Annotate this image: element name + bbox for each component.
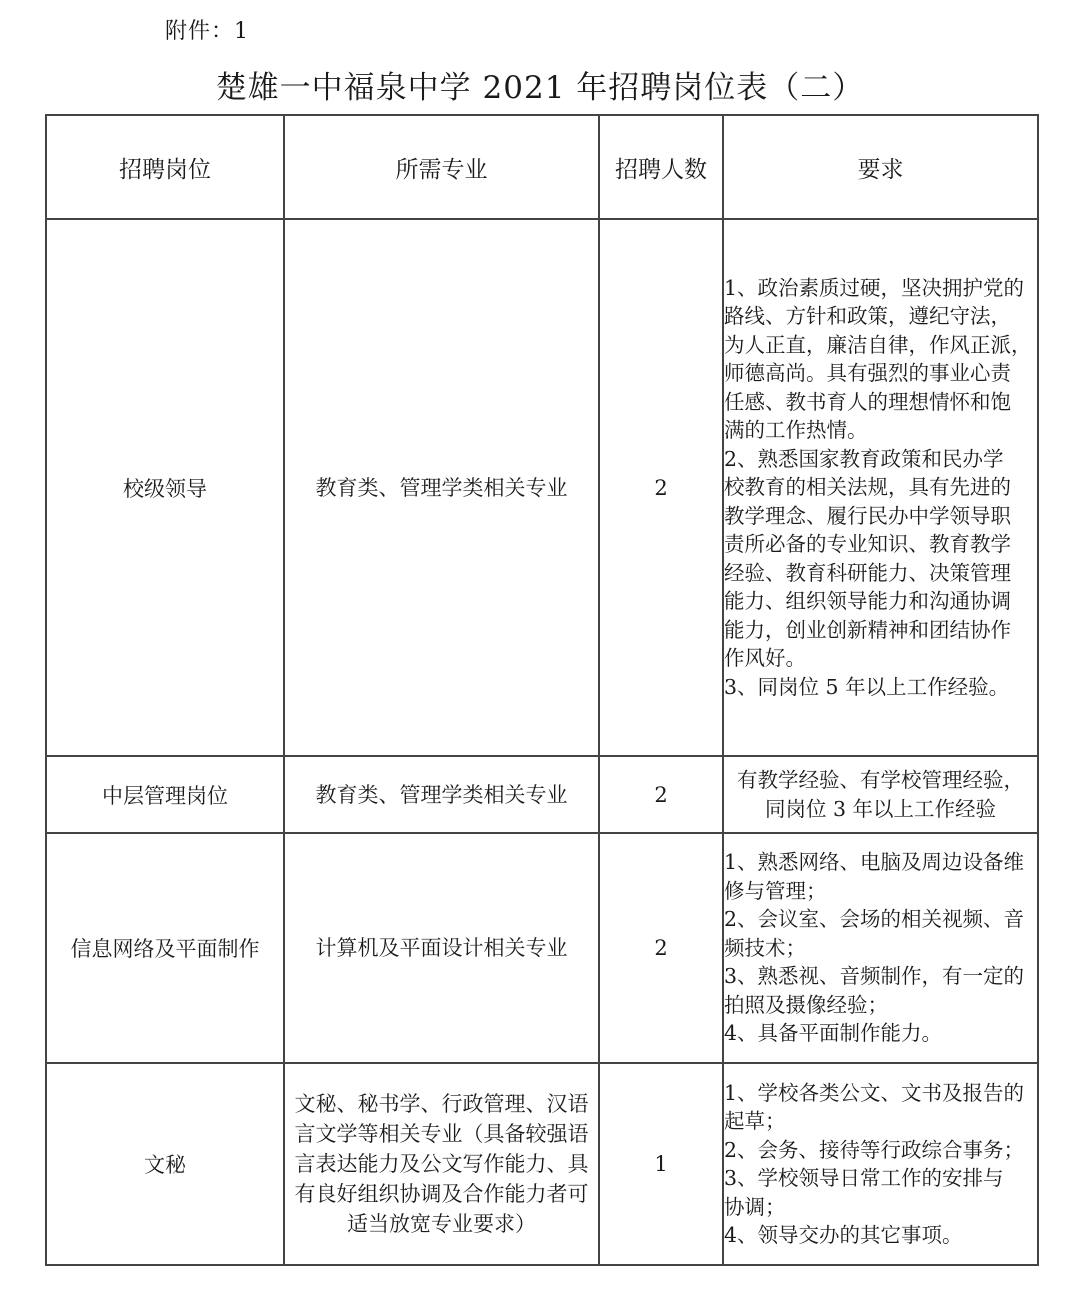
requirement-line: 满的工作热情。 xyxy=(724,418,868,443)
requirement-line: 1、政治素质过硬，坚决拥护党的 xyxy=(724,275,1025,300)
major-line: 教育类、管理学类相关专业 xyxy=(315,475,568,500)
requirement-line: 同岗位 3 年以上工作经验 xyxy=(764,796,997,821)
requirement-line: 起草； xyxy=(724,1109,786,1133)
major-line: 言表达能力及公文写作能力、具 xyxy=(294,1152,589,1176)
position-cell: 中层管理岗位 xyxy=(46,756,284,833)
requirement-line: 2、熟悉国家教育政策和民办学 xyxy=(724,446,1004,471)
requirement-line: 为人正直，廉洁自律，作风正派， xyxy=(724,332,1032,357)
requirement-line: 1、熟悉网络、电脑及周边设备维 xyxy=(724,850,1025,875)
major-line: 适当放宽专业要求） xyxy=(347,1212,536,1236)
requirement-line: 校教育的相关法规，具有先进的 xyxy=(724,475,1011,500)
major-cell xyxy=(284,219,599,756)
header-major: 所需专业 xyxy=(284,115,599,219)
requirement-line: 教学理念、履行民办中学领导职 xyxy=(724,503,1011,528)
position-cell: 信息网络及平面制作 xyxy=(46,833,284,1063)
table-row xyxy=(46,219,1038,756)
count-cell: 1 xyxy=(599,1063,723,1265)
requirement-line: 能力，创业创新精神和团结协作 xyxy=(724,617,1011,642)
requirements-cell xyxy=(723,756,1038,833)
position-cell: 文秘 xyxy=(46,1063,284,1265)
table-row xyxy=(46,833,1038,1063)
requirement-line: 有教学经验、有学校管理经验， xyxy=(737,768,1024,792)
requirement-line: 3、熟悉视、音频制作，有一定的 xyxy=(724,964,1025,989)
major-cell xyxy=(284,756,599,833)
position-cell: 校级领导 xyxy=(46,219,284,756)
major-line: 文秘、秘书学、行政管理、汉语 xyxy=(294,1092,589,1116)
page-title: 楚雄一中福泉中学 2021 年招聘岗位表（二） xyxy=(215,70,865,106)
table-row xyxy=(46,756,1038,833)
header-position: 招聘岗位 xyxy=(46,115,284,219)
count-cell: 2 xyxy=(599,756,723,833)
major-cell xyxy=(284,833,599,1063)
header-requirements: 要求 xyxy=(723,115,1038,219)
count-cell: 2 xyxy=(599,219,723,756)
requirement-line: 任感、教书育人的理想情怀和饱 xyxy=(724,389,1011,414)
requirement-line: 作风好。 xyxy=(724,646,806,671)
requirement-line: 能力、组织领导能力和沟通协调 xyxy=(724,589,1011,614)
requirements-cell xyxy=(723,833,1038,1063)
requirement-line: 协调； xyxy=(724,1194,786,1219)
requirement-line: 路线、方针和政策，遵纪守法， xyxy=(724,304,1011,329)
major-line: 有良好组织协调及合作能力者可 xyxy=(294,1182,589,1206)
requirement-line: 2、会务、接待等行政综合事务； xyxy=(724,1137,1025,1162)
major-line: 教育类、管理学类相关专业 xyxy=(315,782,568,807)
table-row xyxy=(46,1063,1038,1265)
requirement-line: 修与管理； xyxy=(724,878,827,903)
table-header-row xyxy=(46,115,1038,219)
major-cell xyxy=(284,1063,599,1265)
header-count: 招聘人数 xyxy=(599,115,723,219)
requirement-line: 责所必备的专业知识、教育教学 xyxy=(724,532,1011,557)
requirement-line: 频技术； xyxy=(724,935,806,960)
requirement-line: 3、同岗位 5 年以上工作经验。 xyxy=(724,674,1010,699)
requirement-line: 经验、教育科研能力、决策管理 xyxy=(724,560,1011,585)
requirement-line: 4、领导交办的其它事项。 xyxy=(724,1223,963,1247)
major-line: 计算机及平面设计相关专业 xyxy=(315,936,568,960)
requirements-cell xyxy=(723,1063,1038,1265)
requirement-line: 师德高尚。具有强烈的事业心责 xyxy=(724,361,1011,386)
requirement-line: 拍照及摄像经验； xyxy=(724,992,888,1017)
attachment-label: 附件：1 xyxy=(165,19,249,44)
recruitment-table xyxy=(45,114,1039,1266)
requirement-line: 3、学校领导日常工作的安排与 xyxy=(724,1166,1004,1190)
requirement-line: 4、具备平面制作能力。 xyxy=(724,1021,943,1046)
requirements-cell xyxy=(723,219,1038,756)
major-line: 言文学等相关专业（具备较强语 xyxy=(294,1122,589,1146)
requirement-line: 2、会议室、会场的相关视频、音 xyxy=(724,907,1025,932)
requirement-line: 1、学校各类公文、文书及报告的 xyxy=(724,1080,1025,1105)
count-cell: 2 xyxy=(599,833,723,1063)
